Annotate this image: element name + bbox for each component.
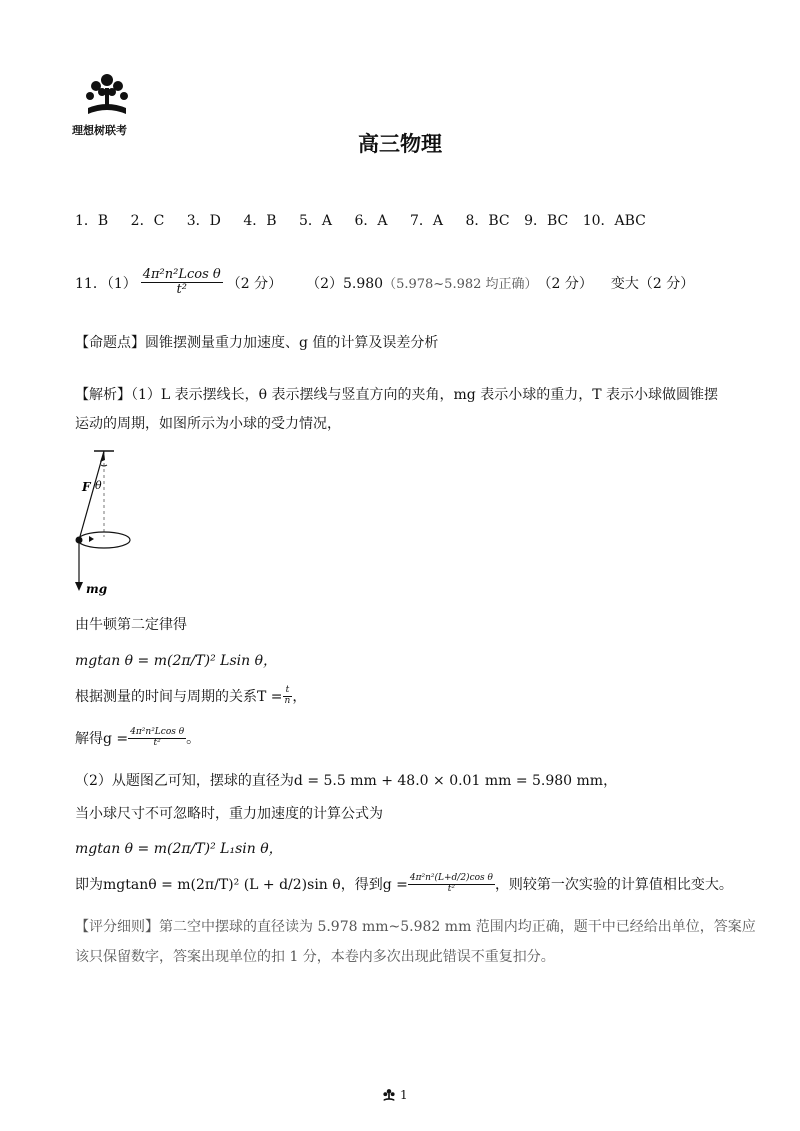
- answer-item: 6．A: [354, 213, 388, 229]
- answer-item: 3．D: [186, 213, 221, 229]
- orbit-ellipse: [78, 532, 130, 548]
- q11-score1: （2 分）: [226, 275, 283, 292]
- relation-prefix: 根据测量的时间与周期的关系T =: [75, 689, 283, 706]
- equation-1-text: mgtan θ = m(2π/T)² Lsin θ，: [75, 653, 278, 669]
- relation-num: t: [283, 686, 293, 697]
- solve-num: 4π²n²Lcos θ: [130, 727, 185, 737]
- page-title: 高三物理: [358, 132, 442, 156]
- answer-list: [75, 210, 664, 230]
- answer-item: 9．BC: [524, 213, 569, 229]
- gravity-arrowhead: [75, 582, 83, 591]
- relation-fraction: [283, 686, 293, 707]
- final-suffix: ，则较第一次实验的计算值相比变大。: [494, 877, 733, 894]
- scoring-line-2: 该只保留数字，答案出现单位的扣 1 分，本卷内多次出现此错误不重复扣分。: [75, 949, 555, 965]
- tree-logo-icon: [82, 70, 132, 120]
- equation-2-text: mgtan θ = m(2π/T)² L₁sin θ，: [75, 841, 283, 857]
- page-number: 1: [400, 1088, 408, 1102]
- final-den: t²: [447, 883, 456, 894]
- equation-2: [75, 838, 283, 858]
- q11-fraction: [141, 268, 223, 298]
- solve-line: [75, 728, 200, 749]
- answer-item: 5．A: [298, 213, 333, 229]
- final-fraction: [408, 874, 495, 895]
- answer-item: 10．ABC: [582, 213, 646, 229]
- relation-suffix: ，: [292, 689, 307, 706]
- q11-part3: 变大（2 分）: [610, 275, 695, 292]
- force-label: F: [82, 480, 91, 494]
- answer-item: 1．B: [75, 213, 109, 229]
- size-line: 当小球尺寸不可忽略时，重力加速度的计算公式为: [75, 806, 383, 822]
- q11-frac-den: t²: [176, 282, 187, 298]
- analysis-label: 【解析】: [75, 387, 131, 403]
- q11-part2: （2）5.980: [306, 275, 384, 292]
- diameter-line: （2）从题图乙可知，摆球的直径为d = 5.5 mm + 48.0 × 0.01 mm = 5.980 mm，: [75, 773, 618, 789]
- answer-item: 7．A: [409, 213, 443, 229]
- theta-label: θ: [95, 479, 102, 492]
- answer-item: 2．C: [130, 213, 165, 229]
- q11-frac-num: 4π²n²Lcos θ: [142, 267, 221, 282]
- conical-pendulum-diagram: [70, 445, 150, 605]
- topic-label: 【命题点】: [75, 335, 145, 351]
- relation-den: n: [284, 695, 291, 706]
- answer-item: 4．B: [243, 213, 277, 229]
- topic-text: 圆锥摆测量重力加速度、g 值的计算及误差分析: [145, 335, 439, 351]
- q11-range-note: （5.978~5.982 均正确）: [383, 277, 538, 293]
- period-relation-line: [75, 686, 306, 707]
- mg-label: mg: [86, 582, 108, 596]
- newton-law-line: 由牛顿第二定律得: [75, 617, 187, 633]
- logo-text: 理想树联考: [72, 124, 127, 137]
- answer-item: 8．BC: [465, 213, 510, 229]
- q11-answer: [75, 268, 694, 298]
- solve-suffix: 。: [186, 731, 201, 748]
- footer-logo-icon: [382, 1088, 396, 1102]
- scoring-line-1: 【评分细则】第二空中摆球的直径读为 5.978 mm~5.982 mm 范围内均正确，题干中已经给出单位，答案应: [75, 919, 756, 935]
- q11-label: 11．（1）: [75, 275, 137, 292]
- string-line: [79, 451, 104, 540]
- analysis-line-2: 运动的周期，如图所示为小球的受力情况，: [75, 416, 341, 432]
- orbit-arrow: [89, 536, 94, 542]
- solve-den: t²: [153, 737, 161, 748]
- equation-1: [75, 650, 277, 670]
- solve-fraction: [128, 728, 186, 749]
- page-footer: [382, 1088, 408, 1102]
- final-num: 4π²n²(L+d/2)cos θ: [409, 873, 493, 883]
- q11-score2: （2 分）: [537, 275, 593, 292]
- solve-prefix: 解得g =: [75, 731, 129, 748]
- analysis-text-1: （1）L 表示摆线长，θ 表示摆线与竖直方向的夹角，mg 表示小球的重力，T 表示小球做圆锥摆: [131, 387, 719, 403]
- final-line: [75, 874, 733, 895]
- final-prefix: 即为mgtanθ = m(2π/T)² (L + d/2)sin θ，得到g =: [75, 877, 408, 894]
- topic-line: [75, 332, 438, 352]
- analysis-line-1: [75, 384, 718, 404]
